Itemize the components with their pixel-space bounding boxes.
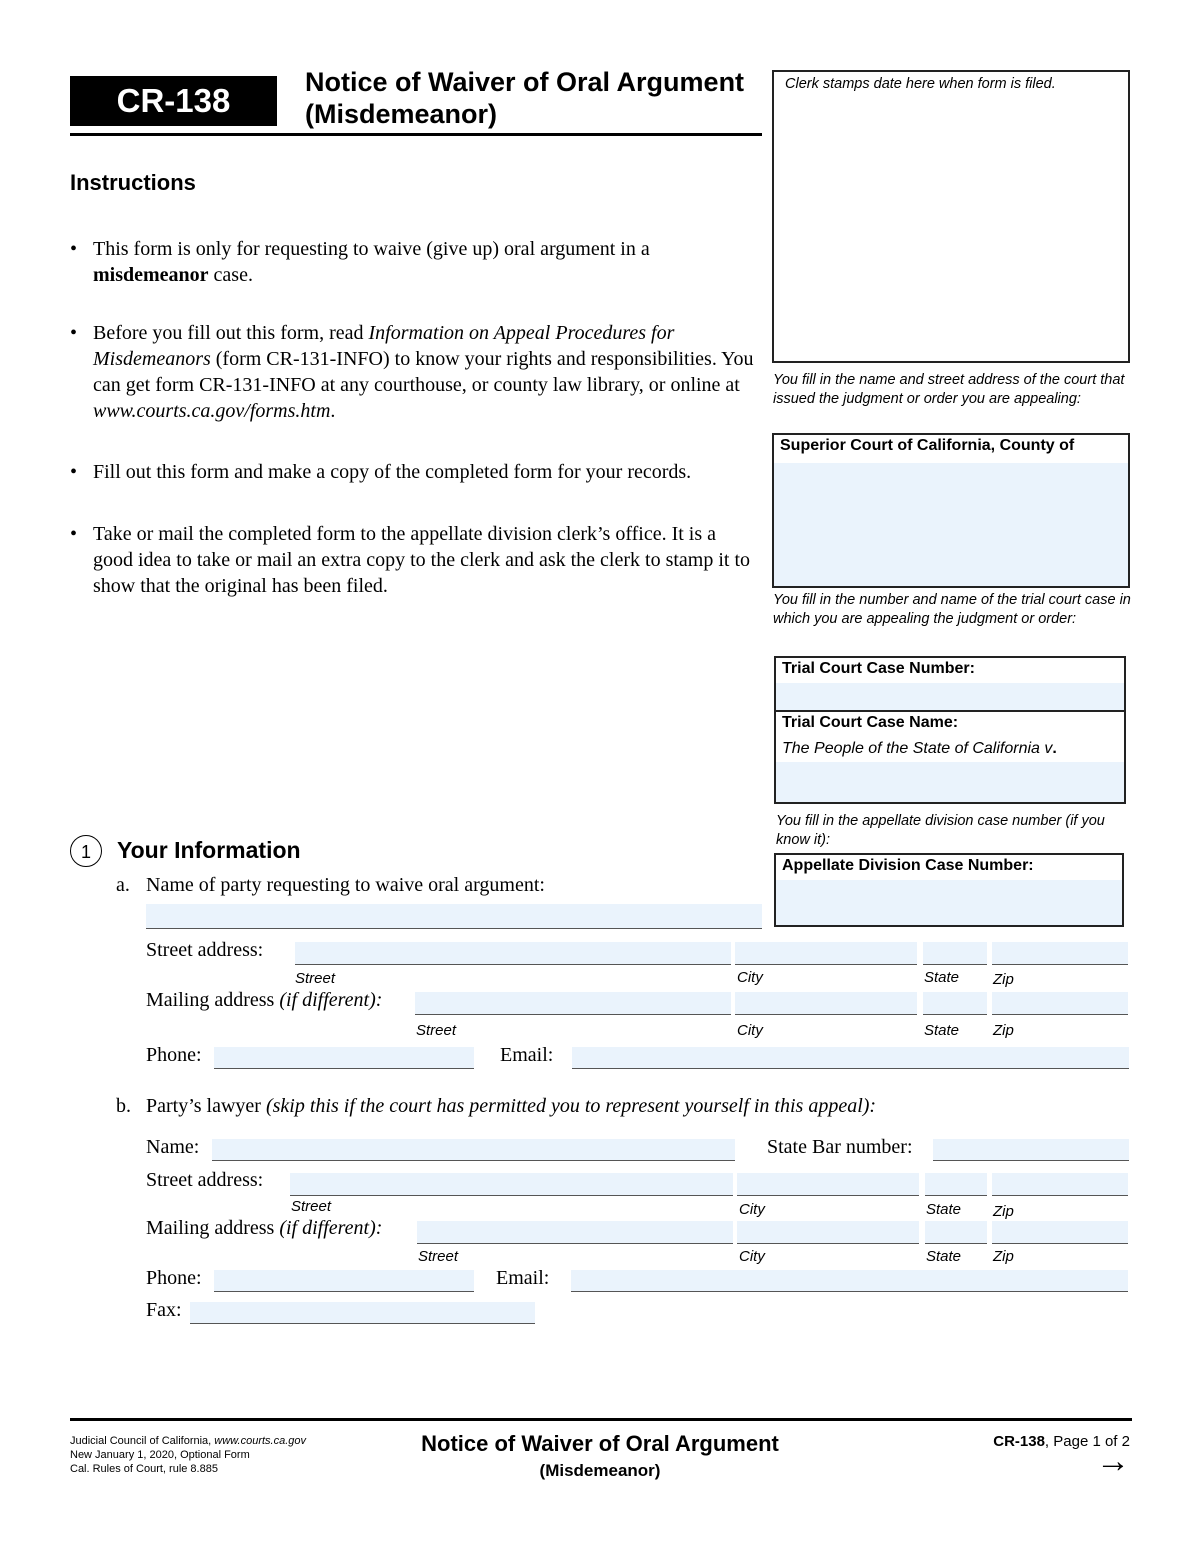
case-note: You fill in the number and name of the trial court case in which you are appealing the judgment or order: xyxy=(773,592,1131,627)
instruction-item: • This form is only for requesting to waive (give up) oral argument in a misdemeanor case. xyxy=(70,238,650,286)
footer-title: Notice of Waiver of Oral Argument xyxy=(421,1431,779,1456)
footer-rule xyxy=(70,1418,1132,1421)
state-bar-label: State Bar number: xyxy=(767,1136,913,1158)
phone-label: Phone: xyxy=(146,1044,202,1066)
lawyer-name-field[interactable] xyxy=(212,1139,735,1161)
lawyer-zip-field[interactable] xyxy=(992,1173,1128,1196)
lawyer-mailing-street-field[interactable] xyxy=(417,1221,733,1244)
bullet-icon: • xyxy=(70,322,78,344)
footer-info: Judicial Council of California, www.courts.ca.gov New January 1, 2020, Optional Form Cal. Rules of Court, rule 8.885 xyxy=(70,1435,306,1475)
lawyer-street-field[interactable] xyxy=(290,1173,733,1196)
lawyer-label: Party’s lawyer (skip this if the court has permitted you to represent yourself in this appeal): xyxy=(146,1095,877,1117)
city-sublabel: City xyxy=(739,1248,765,1265)
city-sublabel: City xyxy=(737,1022,763,1039)
zip-sublabel: Zip xyxy=(993,1203,1014,1220)
party-name-label: Name of party requesting to waive oral argument: xyxy=(146,874,545,896)
phone-label: Phone: xyxy=(146,1267,202,1289)
case-name-field[interactable] xyxy=(776,762,1124,802)
party-state-field[interactable] xyxy=(923,942,987,965)
lawyer-fax-field[interactable] xyxy=(190,1302,535,1324)
instruction-item: • Before you fill out this form, read Information on Appeal Procedures for Misdemeanors (form CR-131-INFO) to know your rights and responsibilities. You can get form CR-131-INFO at any courthouse, or county law library, or online at www.courts.ca.gov/forms.htm. xyxy=(70,322,754,422)
form-number-badge: CR-138 xyxy=(70,76,277,126)
party-mailing-state-field[interactable] xyxy=(923,992,987,1015)
mailing-address-label: Mailing address (if different): xyxy=(146,989,383,1011)
fax-label: Fax: xyxy=(146,1299,182,1321)
street-sublabel: Street xyxy=(295,970,336,987)
lawyer-name-label: Name: xyxy=(146,1136,200,1158)
forms-link[interactable]: www.courts.ca.gov/forms.htm xyxy=(93,400,331,422)
state-sublabel: State xyxy=(926,1201,962,1218)
email-label: Email: xyxy=(500,1044,554,1066)
bullet-icon: • xyxy=(70,238,78,260)
city-sublabel: City xyxy=(737,969,763,986)
street-sublabel: Street xyxy=(416,1022,457,1039)
party-name-field[interactable] xyxy=(146,904,762,929)
appellate-note: You fill in the appellate division case number (if you know it): xyxy=(776,813,1105,848)
party-email-field[interactable] xyxy=(572,1047,1129,1069)
court-box xyxy=(772,433,1130,588)
street-address-label: Street address: xyxy=(146,939,264,961)
section-heading: Your Information xyxy=(117,837,301,863)
state-bar-number-field[interactable] xyxy=(933,1139,1129,1161)
clerk-stamp-label: Clerk stamps date here when form is filed. xyxy=(785,76,1056,92)
party-mailing-street-field[interactable] xyxy=(415,992,731,1015)
lawyer-mailing-state-field[interactable] xyxy=(925,1221,987,1244)
court-note: You fill in the name and street address of the court that issued the judgment or order you are appealing: xyxy=(773,372,1125,407)
appellate-case-number-field[interactable] xyxy=(776,880,1122,925)
appellate-box xyxy=(774,853,1124,927)
form-title-line2: (Misdemeanor) xyxy=(305,99,498,129)
case-name-title: Trial Court Case Name: xyxy=(782,714,959,731)
state-sublabel: State xyxy=(924,969,960,986)
party-zip-field[interactable] xyxy=(992,942,1128,965)
email-label: Email: xyxy=(496,1267,550,1289)
form-title xyxy=(305,66,744,130)
bullet-icon: • xyxy=(70,461,78,483)
party-city-field[interactable] xyxy=(735,942,917,965)
instruction-item: • Take or mail the completed form to the appellate division clerk’s office. It is a good idea to take or mail an extra copy to the clerk and ask the clerk to stamp it to show that the original has been filed. xyxy=(70,523,751,597)
instructions-heading: Instructions xyxy=(70,170,196,195)
lawyer-email-field[interactable] xyxy=(571,1270,1128,1292)
lawyer-mailing-city-field[interactable] xyxy=(737,1221,919,1244)
case-number-box xyxy=(774,656,1126,712)
header-rule xyxy=(70,133,762,136)
case-name-prefill: The People of the State of California v. xyxy=(782,740,1057,757)
appellate-box-title: Appellate Division Case Number: xyxy=(782,857,1034,874)
street-address-label: Street address: xyxy=(146,1169,264,1191)
lawyer-city-field[interactable] xyxy=(737,1173,919,1196)
form-title-line1: Notice of Waiver of Oral Argument xyxy=(305,67,745,97)
court-box-title: Superior Court of California, County of xyxy=(780,437,1075,454)
footer-subtitle: (Misdemeanor) xyxy=(539,1461,661,1480)
zip-sublabel: Zip xyxy=(993,1248,1014,1265)
case-number-title: Trial Court Case Number: xyxy=(782,660,975,677)
bullet-icon: • xyxy=(70,523,78,545)
next-page-arrow-icon: → xyxy=(1096,1442,1130,1480)
zip-sublabel: Zip xyxy=(993,971,1014,988)
zip-sublabel: Zip xyxy=(993,1022,1014,1039)
street-sublabel: Street xyxy=(291,1198,332,1215)
section-number-badge: 1 xyxy=(70,835,102,867)
state-sublabel: State xyxy=(926,1248,962,1265)
item-a-letter: a. xyxy=(116,874,130,896)
footer-page-info: CR-138, Page 1 of 2 xyxy=(993,1433,1130,1450)
court-field[interactable] xyxy=(774,463,1128,586)
party-mailing-zip-field[interactable] xyxy=(992,992,1128,1015)
lawyer-state-field[interactable] xyxy=(925,1173,987,1196)
item-b-letter: b. xyxy=(116,1095,131,1117)
lawyer-mailing-zip-field[interactable] xyxy=(992,1221,1128,1244)
case-name-box xyxy=(774,710,1126,804)
instruction-item: • Fill out this form and make a copy of the completed form for your records. xyxy=(70,461,692,483)
state-sublabel: State xyxy=(924,1022,960,1039)
lawyer-phone-field[interactable] xyxy=(214,1270,474,1292)
party-mailing-city-field[interactable] xyxy=(735,992,917,1015)
clerk-stamp-box xyxy=(772,70,1130,363)
case-number-field[interactable] xyxy=(776,683,1124,710)
party-phone-field[interactable] xyxy=(214,1047,474,1069)
city-sublabel: City xyxy=(739,1201,765,1218)
party-street-field[interactable] xyxy=(295,942,731,965)
mailing-address-label: Mailing address (if different): xyxy=(146,1217,383,1239)
street-sublabel: Street xyxy=(418,1248,459,1265)
